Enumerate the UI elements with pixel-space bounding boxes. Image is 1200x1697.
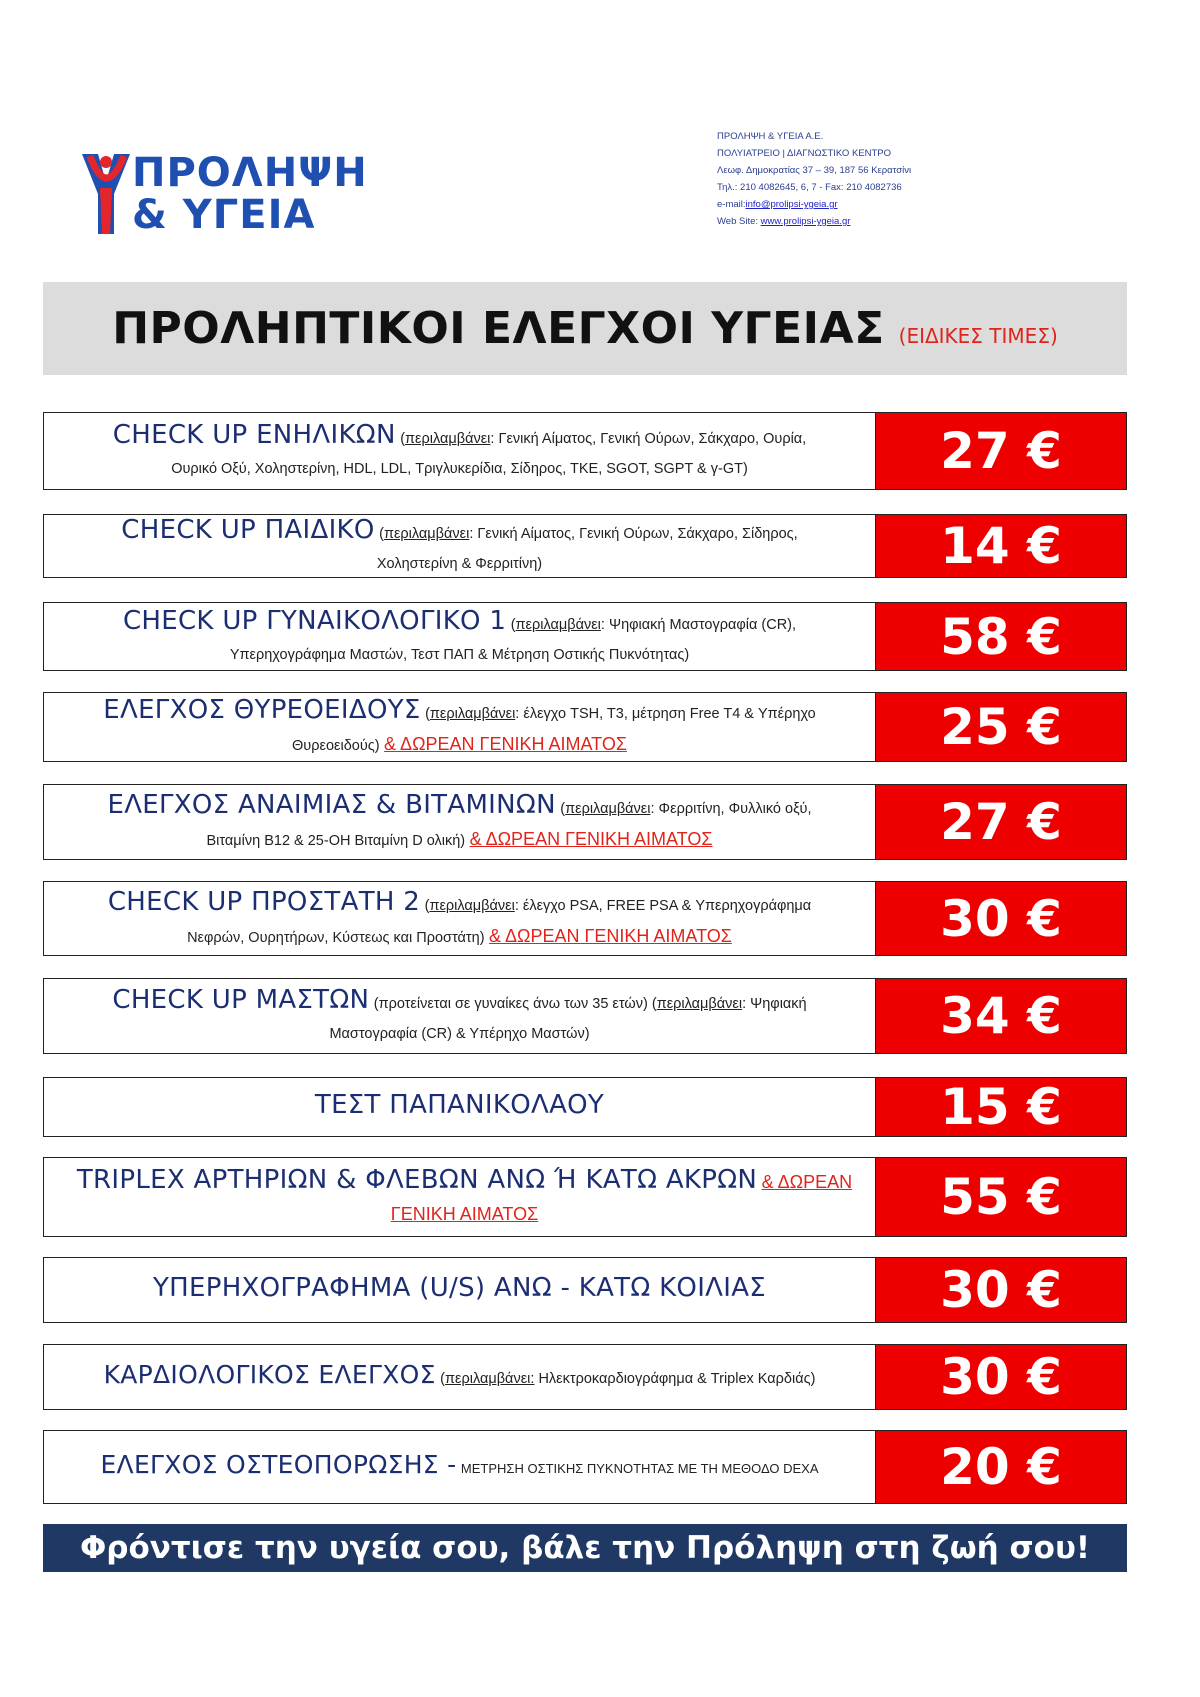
free-offer: & ΔΩΡΕΑΝ ΓΕΝΙΚΗ ΑΙΜΑΤΟΣ [384, 734, 627, 754]
logo-text-line1: ΠΡΟΛΗΨΗ [132, 150, 368, 196]
price-row [43, 1257, 1127, 1323]
price-row [43, 514, 1127, 578]
test-name: ΕΛΕΓΧΟΣ ΘΥΡΕΟΕΙΔΟΥΣ [103, 695, 421, 725]
row-description: CHECK UP ΠΡΟΣΤΑΤΗ 2 (περιλαμβάνει: έλεγχο PSA, FREE PSA & Υπερηχογράφημα Νεφρών, Ουρητήρων, Κύστεως και Προστάτη) & ΔΩΡΕΑΝ ΓΕΝΙΚΗ ΑΙΜΑΤΟΣ [43, 881, 875, 956]
test-name: ΚΑΡΔΙΟΛΟΓΙΚΟΣ ΕΛΕΓΧΟΣ [103, 1360, 436, 1389]
test-name: ΥΠΕΡΗΧΟΓΡΑΦΗΜΑ (U/S) ΑΝΩ - ΚΑΤΩ ΚΟΙΛΙΑΣ [152, 1273, 767, 1303]
price-value: 34 € [875, 978, 1127, 1054]
free-offer-cont: ΓΕΝΙΚΗ ΑΙΜΑΤΟΣ [390, 1204, 539, 1224]
test-name: ΤΕΣΤ ΠΑΠΑΝΙΚΟΛΑΟΥ [314, 1090, 605, 1120]
price-value: 20 € [875, 1430, 1127, 1504]
price-value: 30 € [875, 1344, 1127, 1410]
price-value: 15 € [875, 1077, 1127, 1137]
page-title-band [43, 282, 1127, 375]
website-link[interactable]: www.prolipsi-ygeia.gr [760, 216, 851, 227]
row-description: ΕΛΕΓΧΟΣ ΟΣΤΕΟΠΟΡΩΣΗΣ - ΜΕΤΡΗΣΗ ΟΣΤΙΚΗΣ ΠΥΚΝΟΤΗΤΑΣ ΜΕ ΤΗ ΜΕΘΟΔΟ DEXA [43, 1430, 875, 1504]
free-offer: & ΔΩΡΕΑΝ ΓΕΝΙΚΗ ΑΙΜΑΤΟΣ [488, 925, 732, 946]
price-row [43, 1430, 1127, 1504]
company-phone: Τηλ.: 210 4082645, 6, 7 - Fax: 210 4082736 [717, 182, 902, 193]
price-row [43, 692, 1127, 762]
test-name: TRIPLEX ΑΡΤΗΡΙΩΝ & ΦΛΕΒΩΝ ΑΝΩ Ή ΚΑΤΩ ΑΚΡΩΝ [76, 1165, 758, 1195]
company-logo [80, 148, 380, 238]
row-description: ΕΛΕΓΧΟΣ ΑΝΑΙΜΙΑΣ & ΒΙΤΑΜΙΝΩΝ (περιλαμβάνει: Φερριτίνη, Φυλλικό οξύ, Βιταμίνη Β12 & 25-ΟΗ Βιταμίνη D ολική) & ΔΩΡΕΑΝ ΓΕΝΙΚΗ ΑΙΜΑΤΟΣ [43, 784, 875, 860]
test-name: CHECK UP ΕΝΗΛΙΚΩΝ [112, 420, 396, 450]
test-name: CHECK UP ΠΡΟΣΤΑΤΗ 2 [107, 886, 421, 917]
price-row [43, 602, 1127, 671]
page-subtitle: (ΕΙΔΙΚΕΣ ΤΙΜΕΣ) [898, 323, 1058, 348]
test-name: ΕΛΕΓΧΟΣ ΑΝΑΙΜΙΑΣ & ΒΙΤΑΜΙΝΩΝ [107, 790, 556, 820]
price-row [43, 881, 1127, 956]
test-name: CHECK UP ΠΑΙΔΙΚΟ [121, 515, 375, 545]
row-description: ΕΛΕΓΧΟΣ ΘΥΡΕΟΕΙΔΟΥΣ (περιλαμβάνει: έλεγχο TSH, T3, μέτρηση Free T4 & Υπέρηχο Θυρεοειδούς) & ΔΩΡΕΑΝ ΓΕΝΙΚΗ ΑΙΜΑΤΟΣ [43, 692, 875, 762]
row-description [43, 1257, 875, 1323]
price-value: 27 € [875, 412, 1127, 490]
price-value: 25 € [875, 692, 1127, 762]
price-row [43, 1157, 1127, 1237]
logo-text-line2: & ΥΓΕΙΑ [132, 192, 316, 238]
footer-slogan: Φρόντισε την υγεία σου, βάλε την Πρόληψη στη ζωή σου! [43, 1524, 1127, 1572]
price-row [43, 1344, 1127, 1410]
company-address: Λεωφ. Δημοκρατίας 37 – 39, 187 56 Κερατσίνι [717, 165, 912, 176]
contact-block [717, 128, 911, 230]
price-value: 55 € [875, 1157, 1127, 1237]
price-row [43, 1077, 1127, 1137]
free-offer: & ΔΩΡΕΑΝ ΓΕΝΙΚΗ ΑΙΜΑΤΟΣ [469, 829, 713, 849]
price-row [43, 784, 1127, 860]
row-description: CHECK UP ΓΥΝΑΙΚΟΛΟΓΙΚΟ 1 (περιλαμβάνει: Ψηφιακή Μαστογραφία (CR), Υπερηχογράφημα Μαστών, Τεστ ΠΑΠ & Μέτρηση Οστικής Πυκνότητας) [43, 602, 875, 671]
row-description: CHECK UP ΕΝΗΛΙΚΩΝ (περιλαμβάνει: Γενική Αίματος, Γενική Ούρων, Σάκχαρο, Ουρία, Ουρικό Οξύ, Χοληστερίνη, HDL, LDL, Τριγλυκερίδια, Σίδηρος, ΤΚΕ, SGOT, SGPT & γ-GT) [43, 412, 875, 490]
price-value: 14 € [875, 514, 1127, 578]
row-description: CHECK UP ΜΑΣΤΩΝ (προτείνεται σε γυναίκες άνω των 35 ετών) (περιλαμβάνει: Ψηφιακή Μαστογραφία (CR) & Υπέρηχο Μαστών) [43, 978, 875, 1054]
web-row: Web Site: www.prolipsi-ygeia.gr [717, 216, 851, 227]
email-row: e-mail:info@prolipsi-ygeia.gr [717, 199, 838, 210]
row-description [43, 1077, 875, 1137]
price-row [43, 978, 1127, 1054]
price-row [43, 412, 1127, 490]
price-value: 30 € [875, 881, 1127, 956]
row-description: ΚΑΡΔΙΟΛΟΓΙΚΟΣ ΕΛΕΓΧΟΣ (περιλαμβάνει: Ηλεκτροκαρδιογράφημα & Triplex Καρδιάς) [43, 1344, 875, 1410]
email-link[interactable]: info@prolipsi-ygeia.gr [745, 199, 838, 210]
price-value: 58 € [875, 602, 1127, 671]
logo-figure-icon [80, 148, 132, 236]
test-name: CHECK UP ΜΑΣΤΩΝ [112, 985, 370, 1015]
test-name: ΕΛΕΓΧΟΣ ΟΣΤΕΟΠΟΡΩΣΗΣ - [100, 1450, 457, 1479]
price-value: 27 € [875, 784, 1127, 860]
test-name: CHECK UP ΓΥΝΑΙΚΟΛΟΓΙΚΟ 1 [122, 605, 507, 636]
page-title: ΠΡΟΛΗΠΤΙΚΟΙ ΕΛΕΓΧΟΙ ΥΓΕΙΑΣ [112, 303, 885, 354]
row-description [43, 1157, 875, 1237]
company-type: ΠΟΛΥΙΑΤΡΕΙΟ | ΔΙΑΓΝΩΣΤΙΚΟ ΚΕΝΤΡΟ [717, 148, 892, 159]
free-offer: & ΔΩΡΕΑΝ [761, 1172, 853, 1192]
company-name: ΠΡΟΛΗΨΗ & ΥΓΕΙΑ Α.Ε. [717, 131, 824, 142]
row-description: CHECK UP ΠΑΙΔΙΚΟ (περιλαμβάνει: Γενική Αίματος, Γενική Ούρων, Σάκχαρο, Σίδηρος, Χοληστερίνη & Φερριτίνη) [43, 514, 875, 578]
price-value: 30 € [875, 1257, 1127, 1323]
